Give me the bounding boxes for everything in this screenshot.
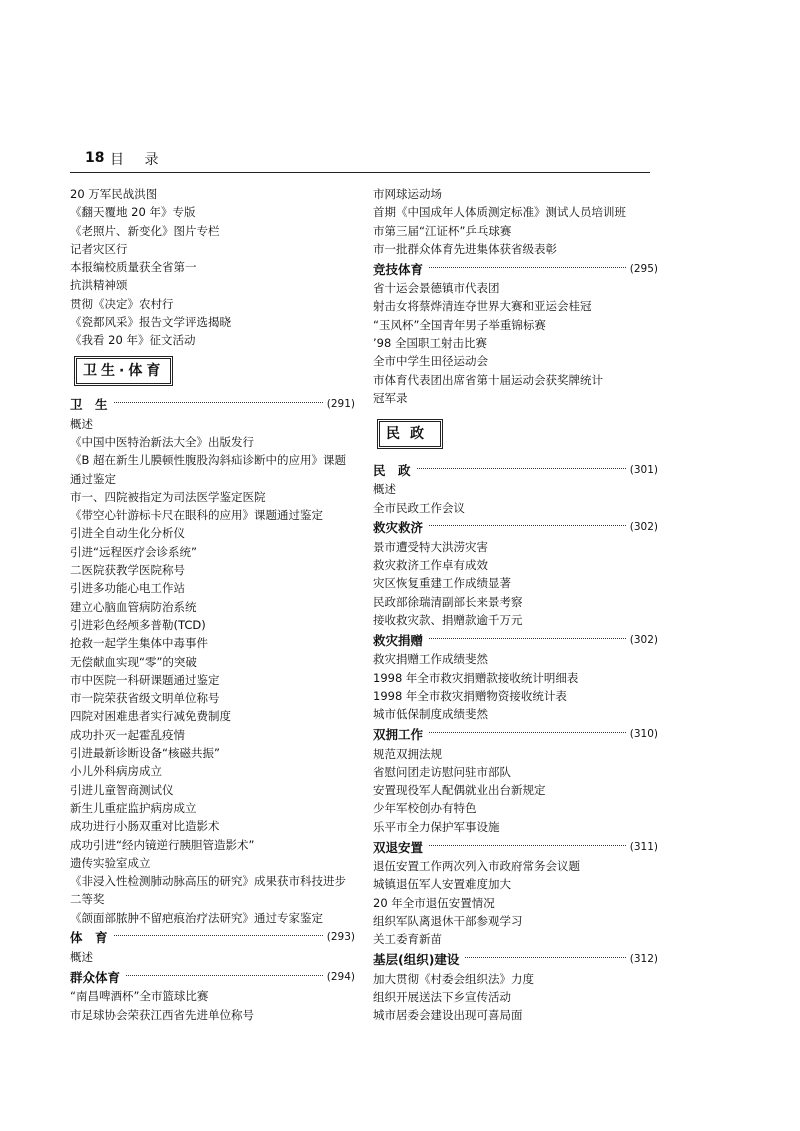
toc-entry: 《带空心针游标卡尺在眼科的应用》课题通过鉴定	[70, 508, 323, 523]
section-page-number: (294)	[326, 970, 355, 983]
toc-entry: 规范双拥法规	[373, 746, 442, 761]
toc-entry: 首期《中国成年人体质测定标准》测试人员培训班	[373, 205, 626, 220]
dot-leader	[429, 637, 626, 639]
toc-entry: 建立心脑血管病防治系统	[70, 599, 197, 614]
toc-entry: 城市居委会建设出现可喜局面	[373, 1008, 523, 1023]
toc-entry: 四院对困难患者实行减免费制度	[70, 709, 231, 724]
toc-entry: “南昌啤酒杯”全市篮球比赛	[70, 989, 209, 1004]
page-title: 目 录	[110, 152, 167, 168]
section-page-number: (291)	[326, 398, 355, 411]
section-page-number: (312)	[629, 953, 658, 965]
toc-entry: 引进“远程医疗会诊系统”	[70, 544, 197, 559]
toc-entry: 概述	[70, 416, 93, 431]
toc-entry: 抗洪精神颂	[70, 278, 128, 293]
toc-entry: 引进全自动生化分析仪	[70, 526, 185, 541]
page-header	[70, 150, 650, 173]
section-page-number: (295)	[629, 262, 658, 275]
toc-entry: 抢救一起学生集体中毒事件	[70, 636, 208, 651]
toc-section-heading	[373, 724, 658, 745]
toc-entry: 《我看 20 年》征文活动	[70, 333, 196, 348]
toc-entry: 引进多功能心电工作站	[70, 581, 185, 596]
section-label: 救灾救济	[373, 520, 424, 536]
category-box-heading: 民政	[377, 419, 443, 449]
toc-entry: 贯彻《决定》农村行	[70, 296, 174, 311]
dot-leader	[465, 956, 625, 958]
category-box-heading: 卫生·体育	[74, 356, 173, 386]
toc-entry: 概述	[373, 482, 396, 497]
toc-entry: 安置现役军人配偶就业出台新规定	[373, 783, 546, 798]
toc-entry: 救灾救济工作卓有成效	[373, 558, 488, 573]
toc-entry: 市第三届“江证杯”乒乓球赛	[373, 223, 512, 238]
section-page-number: (311)	[629, 840, 658, 853]
toc-entry: 遗传实验室成立	[70, 855, 151, 870]
toc-entry: 引进儿童智商测试仪	[70, 782, 174, 797]
toc-entry: 市网球运动场	[373, 187, 442, 201]
toc-entry: 成功引进“经内镜逆行胰胆管造影术”	[70, 837, 255, 852]
toc-entry: 省十运会景德镇市代表团	[373, 281, 500, 296]
toc-entry: 《老照片、新变化》图片专栏	[70, 223, 220, 238]
toc-entry: 二等奖	[70, 892, 105, 907]
toc-entry: 引进彩色经颅多普勒(TCD)	[70, 617, 206, 632]
toc-section-heading	[373, 836, 658, 857]
toc-entry: 《颌面部脓肿不留疤痕治疗法研究》通过专家鉴定	[70, 910, 323, 925]
toc-entry: 组织开展送法下乡宣传活动	[373, 989, 511, 1004]
toc-entry: 退伍安置工作两次列入市政府常务会议题	[373, 859, 580, 874]
page-number: 18	[85, 150, 105, 166]
dot-leader	[429, 524, 626, 526]
section-page-number: (302)	[629, 633, 658, 646]
toc-entry: 《翻天覆地 20 年》专版	[70, 205, 196, 220]
dot-leader	[429, 731, 626, 733]
right-column	[373, 185, 658, 1024]
section-label: 双拥工作	[373, 727, 424, 743]
dot-leader	[114, 934, 323, 936]
toc-entry: 成功进行小肠双重对比造影术	[70, 819, 220, 834]
toc-section-heading	[373, 629, 658, 650]
toc-section-heading	[373, 949, 658, 970]
toc-entry: 市体育代表团出席省第十届运动会获奖牌统计	[373, 372, 603, 387]
toc-entry: 小儿外科病房成立	[70, 764, 162, 779]
toc-section-heading	[373, 459, 658, 480]
toc-entry: 通过鉴定	[70, 471, 116, 486]
toc-entry: 《B 超在新生儿膜顿性腹股沟斜疝诊断中的应用》课题	[70, 453, 347, 468]
toc-entry: 20 年全市退伍安置情况	[373, 895, 495, 910]
toc-entry: 二医院获教学医院称号	[70, 563, 185, 578]
toc-entry: 市一批群众体育先进集体获省级表彰	[373, 241, 557, 256]
section-page-number: (302)	[629, 521, 658, 534]
toc-section-heading	[373, 517, 658, 538]
toc-entry: 20 万军民战洪图	[70, 187, 158, 201]
toc-entry: 灾区恢复重建工作成绩显著	[373, 576, 511, 591]
section-label: 竞技体育	[373, 261, 424, 277]
toc-section-heading	[70, 966, 355, 987]
toc-section-heading	[70, 927, 355, 948]
toc-entry: 无偿献血实现“零”的突破	[70, 654, 197, 669]
toc-section-heading	[373, 258, 658, 279]
section-label: 群众体育	[70, 969, 121, 985]
toc-entry: 民政部徐瑞清副部长来景考察	[373, 594, 523, 609]
toc-entry: 接收救灾款、捐赠款逾千万元	[373, 613, 523, 628]
toc-entry: 景市遭受特大洪涝灾害	[373, 539, 488, 554]
dot-leader	[126, 974, 323, 976]
toc-entry: 《中国中医特治新法大全》出版发行	[70, 434, 254, 449]
toc-entry: “玉风杯”全国青年男子举重锦标赛	[373, 317, 546, 332]
toc-entry: 市足球协会荣获江西省先进单位称号	[70, 1007, 254, 1022]
toc-entry: 记者灾区行	[70, 241, 128, 256]
section-label: 体 育	[70, 930, 108, 946]
toc-entry: 1998 年全市救灾捐赠物资接收统计表	[373, 688, 567, 703]
dot-leader	[417, 467, 626, 469]
toc-entry: 加大贯彻《村委会组织法》力度	[373, 971, 534, 986]
toc-entry: 本报编校质量获全省第一	[70, 260, 197, 275]
toc-entry: 少年军校创办有特色	[373, 801, 477, 816]
toc-entry: 概述	[70, 949, 93, 964]
toc-entry: 省慰问团走访慰问驻市部队	[373, 764, 511, 779]
left-column	[70, 185, 355, 1024]
dot-leader	[114, 401, 323, 403]
toc-entry: 市中医院一科研课题通过鉴定	[70, 672, 220, 687]
toc-entry: 市一、四院被指定为司法医学鉴定医院	[70, 489, 266, 504]
toc-section-heading	[70, 394, 355, 415]
toc-entry: 成功扑灭一起霍乱疫情	[70, 727, 185, 742]
section-page-number: (293)	[326, 931, 355, 944]
toc-entry: 冠军录	[373, 390, 408, 405]
section-label: 卫 生	[70, 397, 108, 413]
toc-entry: ’98 全国职工射击比赛	[373, 336, 487, 351]
toc-entry: 《非浸入性检测肺动脉高压的研究》成果获市科技进步	[70, 874, 346, 889]
toc-entry: 射击女将蔡烨清连夺世界大赛和亚运会桂冠	[373, 299, 592, 314]
toc-entry: 市一院荣获省级文明单位称号	[70, 691, 220, 706]
section-label: 救灾捐赠	[373, 632, 424, 648]
toc-entry: 全市中学生田径运动会	[373, 354, 488, 369]
toc-entry: 全市民政工作会议	[373, 500, 465, 515]
section-label: 双退安置	[373, 839, 424, 855]
toc-entry: 《瓷都风采》报告文学评选揭晓	[70, 315, 231, 330]
section-label: 基层(组织)建设	[373, 952, 460, 967]
toc-entry: 救灾捐赠工作成绩斐然	[373, 652, 488, 667]
dot-leader	[429, 266, 626, 268]
toc-entry: 1998 年全市救灾捐赠款接收统计明细表	[373, 670, 579, 685]
section-label: 民 政	[373, 462, 411, 478]
toc-entry: 城市低保制度成绩斐然	[373, 707, 488, 722]
toc-entry: 乐平市全力保护军事设施	[373, 819, 500, 834]
toc-entry: 新生儿重症监护病房成立	[70, 800, 197, 815]
section-page-number: (310)	[629, 728, 658, 741]
toc-entry: 城镇退伍军人安置难度加大	[373, 877, 511, 892]
toc-entry: 关工委育新苗	[373, 932, 442, 947]
dot-leader	[429, 844, 626, 846]
toc-entry: 引进最新诊断设备“核磁共振”	[70, 746, 220, 761]
toc-entry: 组织军队离退休干部参观学习	[373, 913, 523, 928]
section-page-number: (301)	[629, 463, 658, 476]
